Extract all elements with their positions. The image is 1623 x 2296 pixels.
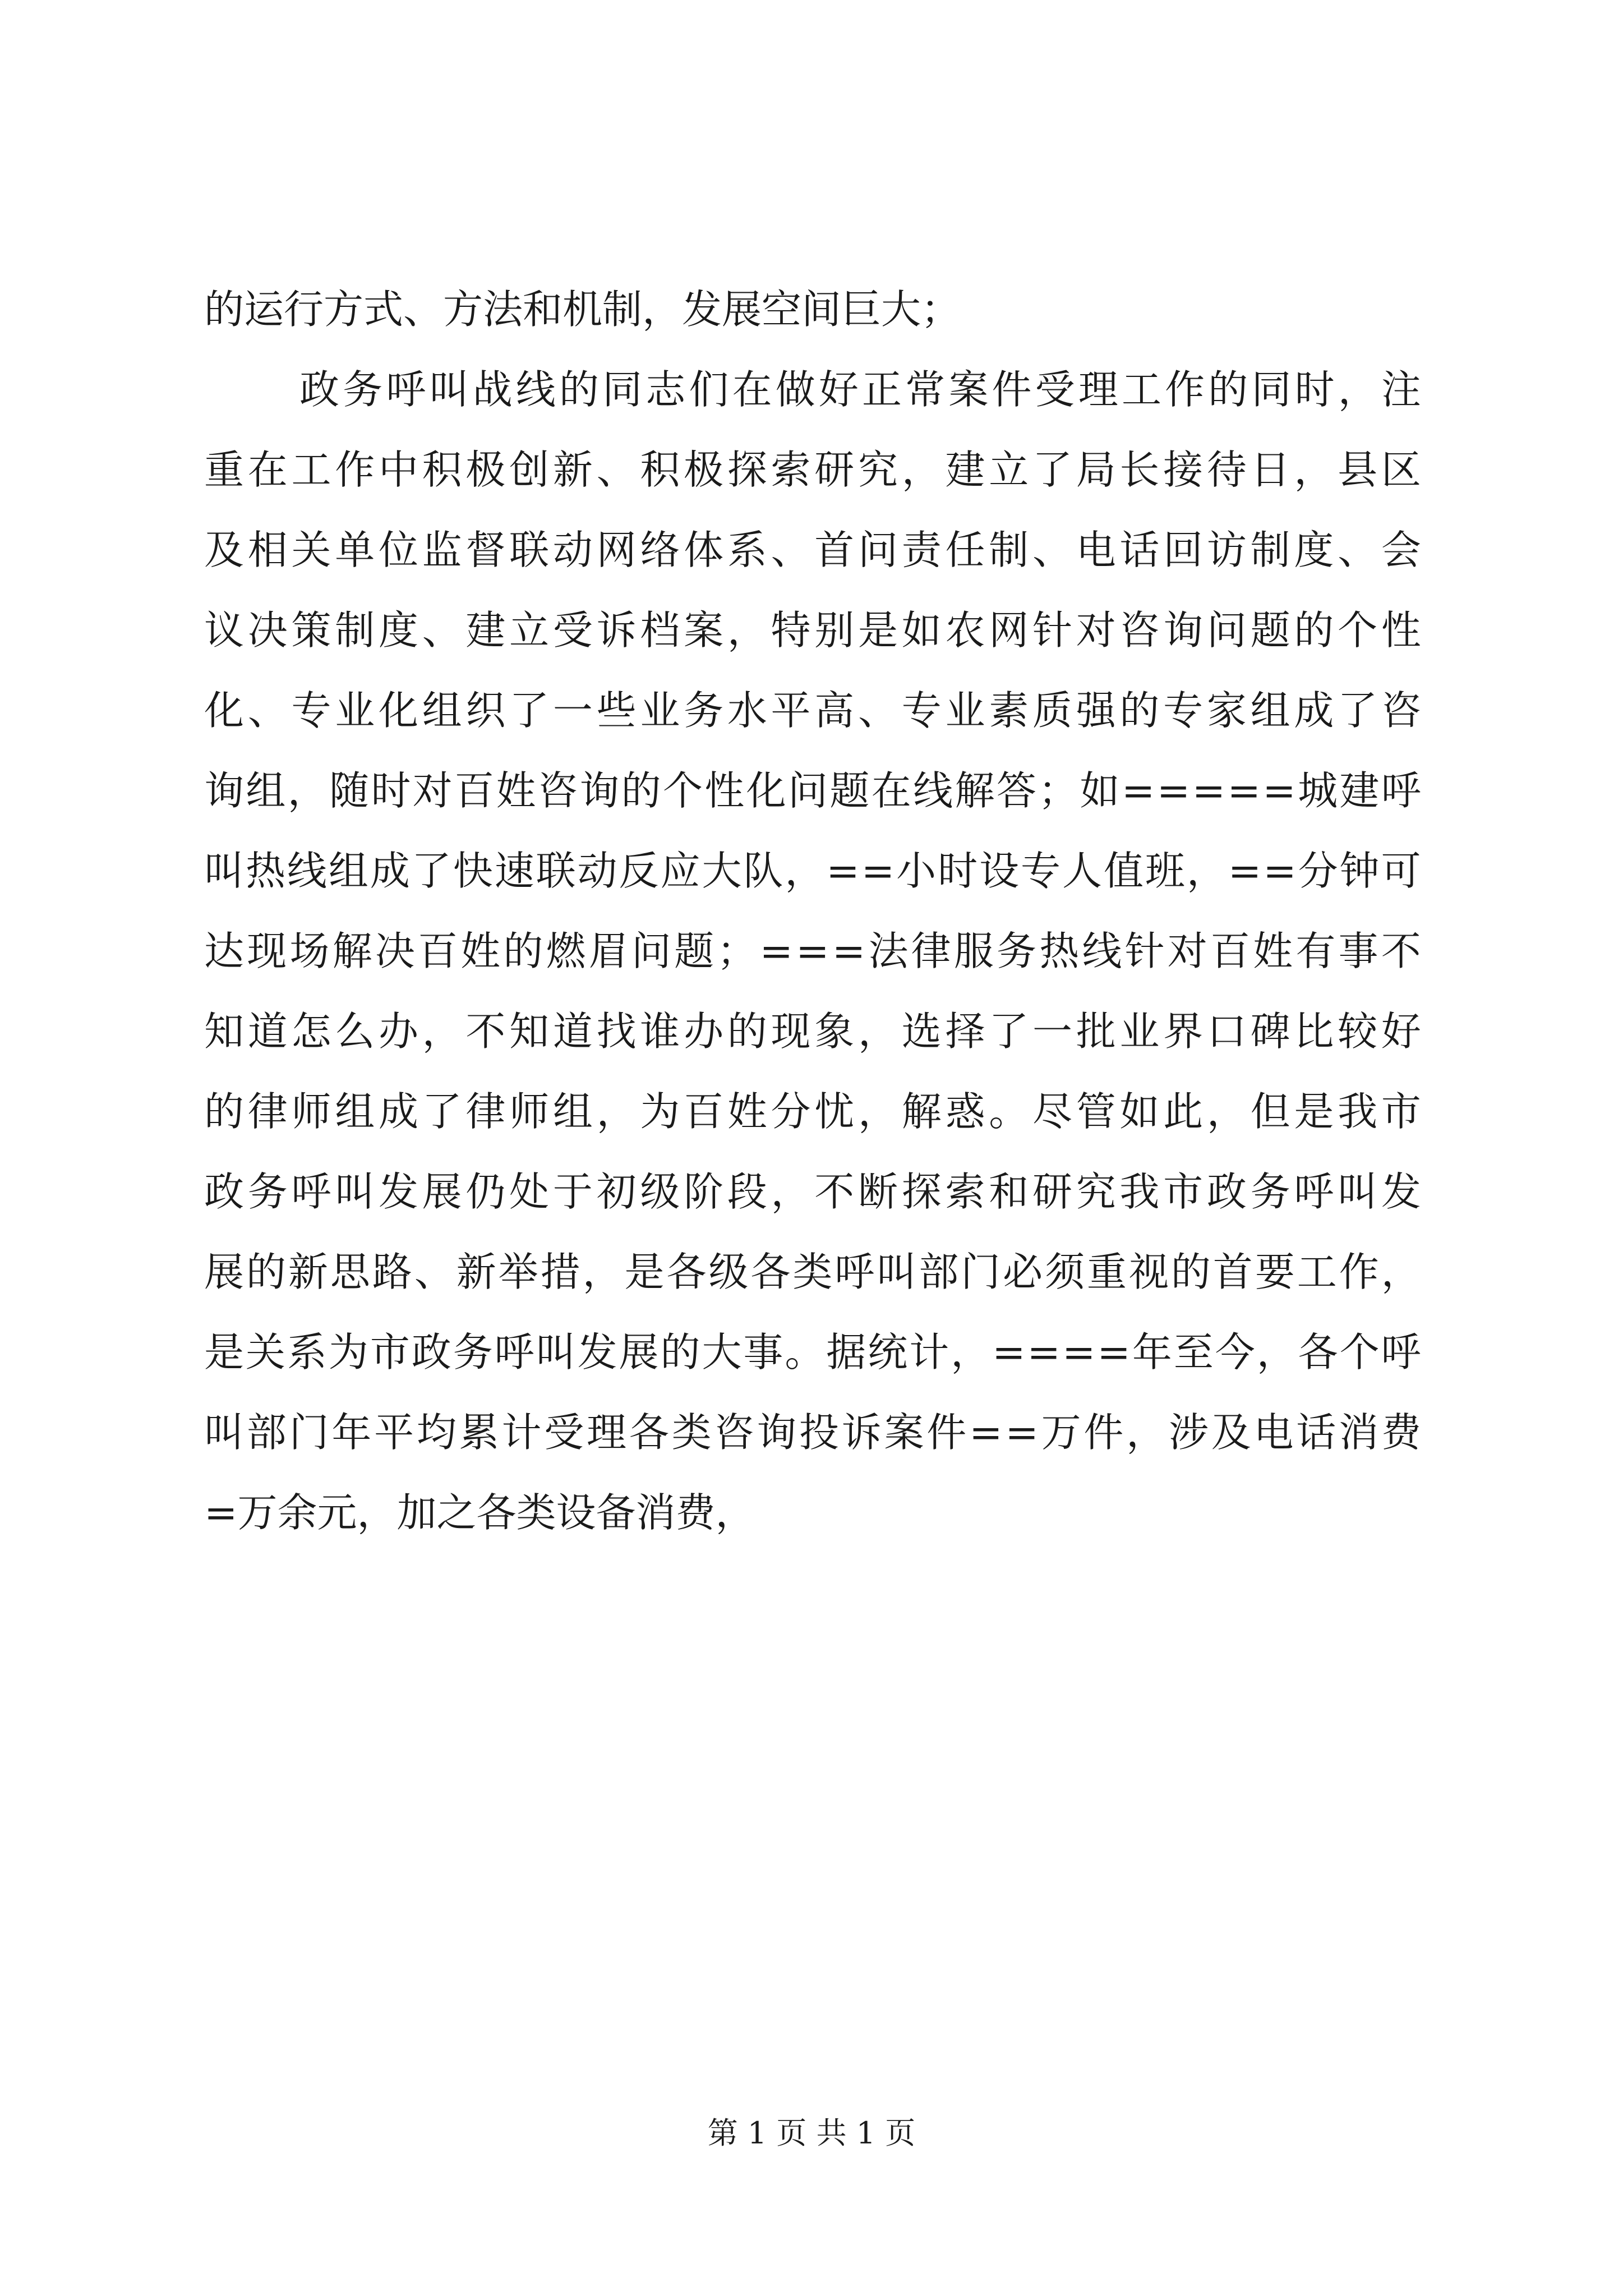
text-line: 政 务 呼 叫 战 线 的 同 志 们 在 做 好 正 常 案 件 受 理 工 作 的 同 时 ， 注 [299, 366, 1421, 413]
page-footer: 第 1 页 共 1 页 [707, 2115, 916, 2151]
text-line: 及 相 关 单 位 监 督 联 动 网 络 体 系 、 首 问 责 任 制 、 电 话 回 访 制 度 、 会 [204, 527, 1421, 573]
text-line: 是 关 系 为 市 政 务 呼 叫 发 展 的 大 事 。 据 统 计 ， = = = = 年 至 今 ， 各 个 呼 [204, 1329, 1421, 1375]
text-line: 政 务 呼 叫 发 展 仍 处 于 初 级 阶 段 ， 不 断 探 索 和 研 究 我 市 政 务 呼 叫 发 [204, 1168, 1421, 1215]
text-line: 的 律 师 组 成 了 律 师 组 ， 为 百 姓 分 忧 ， 解 惑 。 尽 管 如 此 ， 但 是 我 市 [204, 1088, 1421, 1135]
text-line: 议 决 策 制 度 、 建 立 受 诉 档 案 ， 特 别 是 如 农 网 针 对 咨 询 问 题 的 个 性 [204, 607, 1421, 654]
text-line: =万余元，加之各类设备消费， [204, 1489, 755, 1536]
text-line: 叫 部 门 年 平 均 累 计 受 理 各 类 咨 询 投 诉 案 件 = = 万 件 ， 涉 及 电 话 消 费 [204, 1409, 1421, 1456]
text-line: 展 的 新 思 路 、 新 举 措 ， 是 各 级 各 类 呼 叫 部 门 必 须 重 视 的 首 要 工 作 ， [204, 1249, 1421, 1295]
body-text [204, 269, 1421, 1553]
text-line: 重 在 工 作 中 积 极 创 新 、 积 极 探 索 研 究 ， 建 立 了 局 长 接 待 日 ， 县 区 [204, 447, 1421, 493]
text-line: 叫 热 线 组 成 了 快 速 联 动 反 应 大 队 ， = = 小 时 设 专 人 值 班 ， = = 分 钟 可 [204, 848, 1421, 894]
text-line: 达 现 场 解 决 百 姓 的 燃 眉 问 题 ； = = = 法 律 服 务 热 线 针 对 百 姓 有 事 不 [204, 928, 1421, 974]
text-line: 知 道 怎 么 办 ， 不 知 道 找 谁 办 的 现 象 ， 选 择 了 一 批 业 界 口 碑 比 较 好 [204, 1008, 1421, 1055]
text-line: 的运行方式、方法和机制，发展空间巨大； [204, 286, 961, 333]
text-line: 化 、 专 业 化 组 织 了 一 些 业 务 水 平 高 、 专 业 素 质 强 的 专 家 组 成 了 咨 [204, 687, 1421, 734]
text-line: 询 组 ， 随 时 对 百 姓 咨 询 的 个 性 化 问 题 在 线 解 答 ； 如 = = = = = 城 建 呼 [204, 767, 1421, 814]
